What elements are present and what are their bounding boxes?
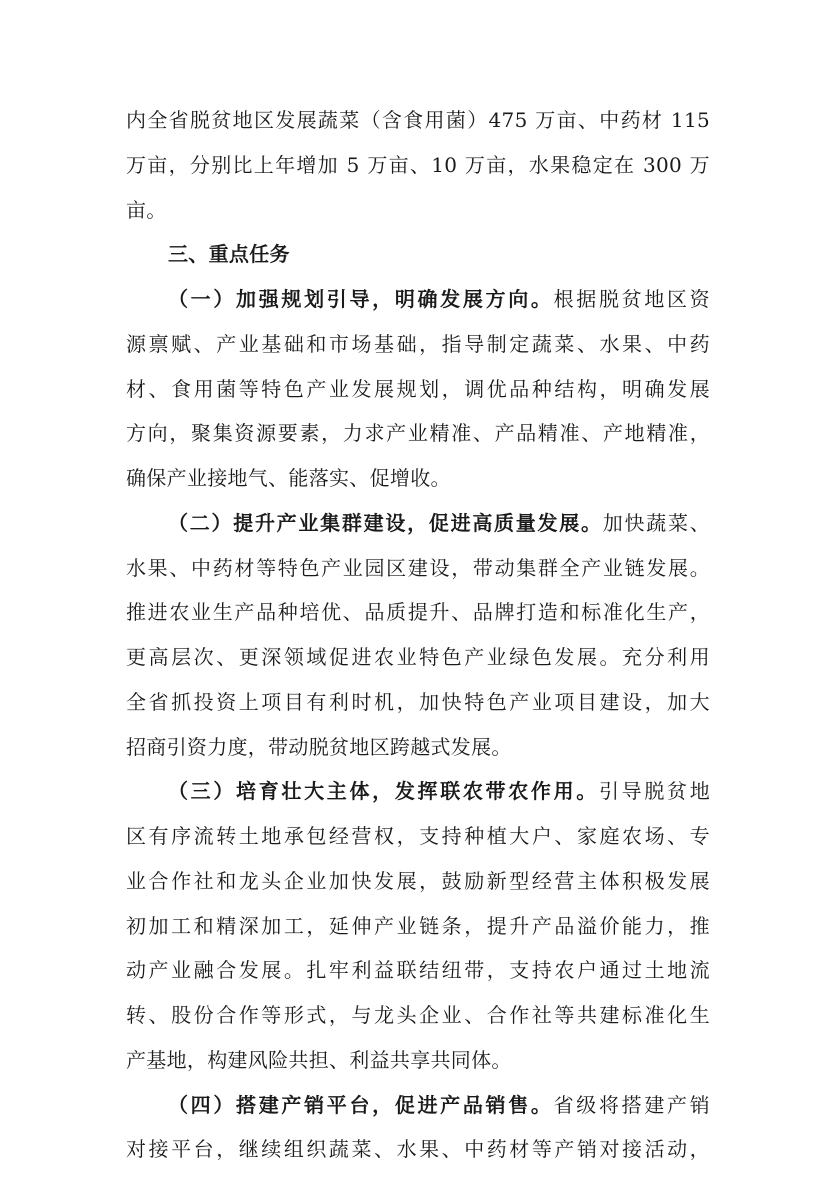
text-line: 对接平台，继续组织蔬菜、水果、中药材等产销对接活动， xyxy=(126,1137,710,1162)
text-line: 初加工和精深加工，延伸产业链条，提升产品溢价能力，推 xyxy=(126,913,710,938)
text-line: 亩。 xyxy=(126,197,167,222)
text-line: 动产业融合发展。扎牢利益联结纽带，支持农户通过土地流 xyxy=(126,958,710,983)
text-line: 材、食用菌等特色产业发展规划，调优品种结构，明确发展 xyxy=(126,376,710,401)
paragraph-first-line xyxy=(126,277,710,322)
paragraph-text: 省级将搭建产销 xyxy=(553,1092,710,1117)
paragraph-lead: （四）搭建产销平台，促进产品销售。 xyxy=(168,1092,554,1117)
text-line: 方向，聚集资源要素，力求产业精准、产品精准、产地精准， xyxy=(126,421,710,446)
paragraph-lead: （二）提升产业集群建设，促进高质量发展。 xyxy=(168,510,603,535)
text-line: 内全省脱贫地区发展蔬菜（含食用菌）475 万亩、中药材 115 xyxy=(126,108,710,132)
text-line: 确保产业接地气、能落实、促增收。 xyxy=(126,466,451,490)
text-line: 业合作社和龙头企业加快发展，鼓励新型经营主体积极发展 xyxy=(126,868,710,893)
body-text xyxy=(126,98,710,1172)
text-line: 源禀赋、产业基础和市场基础，指导制定蔬菜、水果、中药 xyxy=(126,331,710,356)
text-line: 水果、中药材等特色产业园区建设，带动集群全产业链发展。 xyxy=(126,555,710,580)
text-line: 万亩，分别比上年增加 5 万亩、10 万亩，水果稳定在 300 万 xyxy=(126,152,710,177)
text-line: 产基地，构建风险共担、利益共享共同体。 xyxy=(126,1047,512,1072)
paragraph-first-line xyxy=(126,501,710,546)
paragraph-text: 引导脱贫地 xyxy=(598,779,710,804)
text-line: 区有序流转土地承包经营权，支持种植大户、家庭农场、专 xyxy=(126,824,710,848)
section-heading: 三、重点任务 xyxy=(168,242,290,267)
text-line: 招商引资力度，带动脱贫地区跨越式发展。 xyxy=(126,734,512,759)
paragraph-first-line xyxy=(126,1083,710,1128)
paragraph-lead: （一）加强规划引导，明确发展方向。 xyxy=(168,287,554,311)
text-line: 推进农业生产品种培优、品质提升、品牌打造和标准化生产， xyxy=(126,600,710,625)
paragraph-text: 根据脱贫地区资 xyxy=(553,287,710,311)
text-line: 更高层次、更深领域促进农业特色产业绿色发展。充分利用 xyxy=(126,645,710,669)
paragraph-text: 加快蔬菜、 xyxy=(602,510,710,535)
paragraph-lead: （三）培育壮大主体，发挥联农带农作用。 xyxy=(168,779,599,804)
paragraph-first-line xyxy=(126,769,710,814)
text-line: 全省抓投资上项目有利时机，加快特色产业项目建设，加大 xyxy=(126,689,710,714)
text-line: 转、股份合作等形式，与龙头企业、合作社等共建标准化生 xyxy=(126,1003,710,1027)
